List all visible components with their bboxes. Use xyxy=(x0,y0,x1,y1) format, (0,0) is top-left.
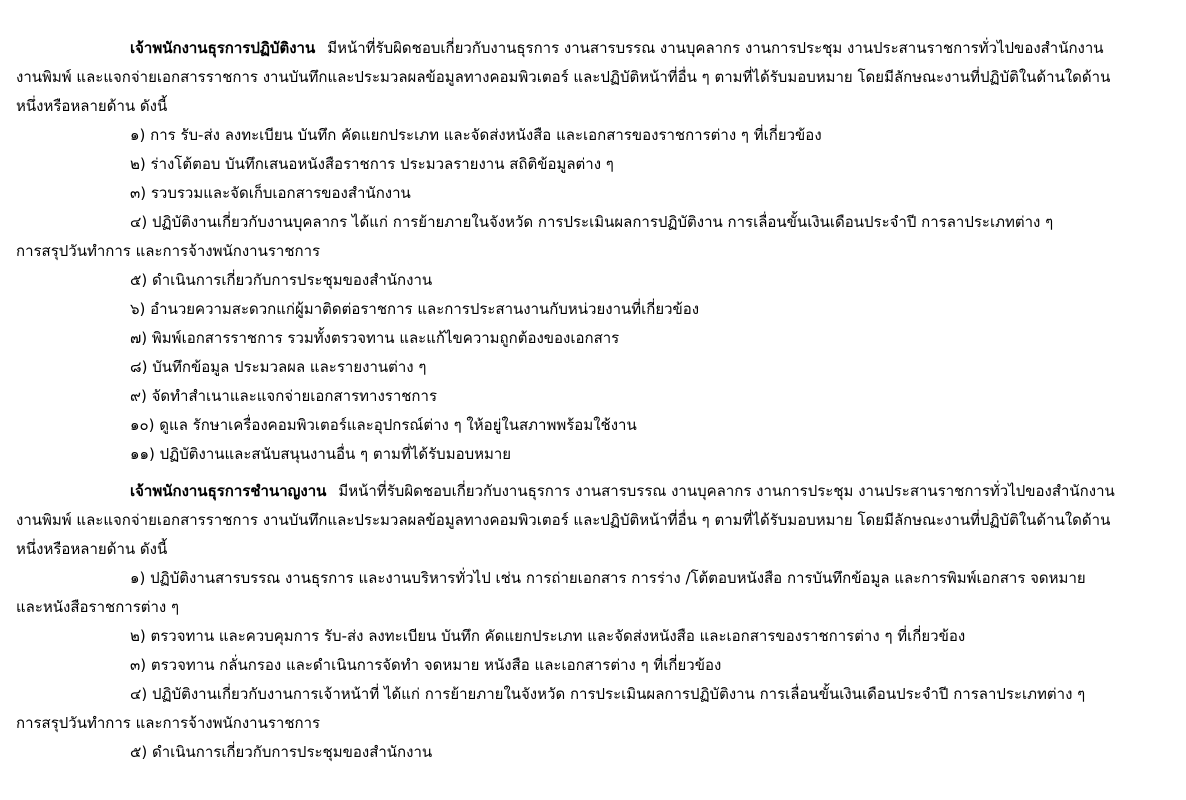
list-item: ๒) ร่างโต้ตอบ บันทึกเสนอหนังสือราชการ ประมวลรายงาน สถิติข้อมูลต่าง ๆ xyxy=(130,155,614,173)
list-item: ๔) ปฏิบัติงานเกี่ยวกับงานการเจ้าหน้าที่ ได้แก่ การย้ายภายในจังหวัด การประเมินผลการปฏิบัติงาน การเลื่อนขั้นเงินเดือนประจำปี การลาประเภทต่าง ๆ xyxy=(130,685,1086,703)
list-item-continuation: และหนังสือราชการต่าง ๆ xyxy=(16,598,180,616)
list-item: ๓) รวบรวมและจัดเก็บเอกสารของสำนักงาน xyxy=(130,184,411,202)
section-title: เจ้าพนักงานธุรการปฏิบัติงาน xyxy=(130,39,316,57)
list-item: ๔) ปฏิบัติงานเกี่ยวกับงานบุคลากร ได้แก่ การย้ายภายในจังหวัด การประเมินผลการปฏิบัติงาน การเลื่อนขั้นเงินเดือนประจำปี การลาประเภทต่าง ๆ xyxy=(130,213,1054,231)
section-intro-line: งานพิมพ์ และแจกจ่ายเอกสารราชการ งานบันทึกและประมวลผลข้อมูลทางคอมพิวเตอร์ และปฏิบัติหน้าที่อื่น ๆ ตามที่ได้รับมอบหมาย โดยมีลักษณะงานที่ปฏิบัติในด้านใดด้าน xyxy=(16,68,1111,86)
section-intro-line: หนึ่งหรือหลายด้าน ดังนี้ xyxy=(16,97,168,115)
list-item: ๑๑) ปฏิบัติงานและสนับสนุนงานอื่น ๆ ตามที่ได้รับมอบหมาย xyxy=(130,445,512,463)
list-item: ๙) จัดทำสำเนาและแจกจ่ายเอกสารทางราชการ xyxy=(130,387,437,405)
section-practitioner xyxy=(16,34,1166,469)
list-item: ๓) ตรวจทาน กลั่นกรอง และดำเนินการจัดทำ จดหมาย หนังสือ และเอกสารต่าง ๆ ที่เกี่ยวข้อง xyxy=(130,656,722,674)
list-item: ๗) พิมพ์เอกสารราชการ รวมทั้งตรวจทาน และแก้ไขความถูกต้องของเอกสาร xyxy=(130,329,620,347)
list-item: ๕) ดำเนินการเกี่ยวกับการประชุมของสำนักงาน xyxy=(130,743,433,761)
section-title: เจ้าพนักงานธุรการชำนาญงาน xyxy=(130,482,327,500)
section-intro-line xyxy=(16,34,1166,63)
list-item: ๑) การ รับ-ส่ง ลงทะเบียน บันทึก คัดแยกประเภท และจัดส่งหนังสือ และเอกสารของราชการต่าง ๆ ที่เกี่ยวข้อง xyxy=(130,126,822,144)
list-item: ๕) ดำเนินการเกี่ยวกับการประชุมของสำนักงาน xyxy=(130,271,433,289)
list-item: ๒) ตรวจทาน และควบคุมการ รับ-ส่ง ลงทะเบียน บันทึก คัดแยกประเภท และจัดส่งหนังสือ และเอกสารของราชการต่าง ๆ ที่เกี่ยวข้อง xyxy=(130,627,966,645)
list-item: ๑๐) ดูแล รักษาเครื่องคอมพิวเตอร์และอุปกรณ์ต่าง ๆ ให้อยู่ในสภาพพร้อมใช้งาน xyxy=(130,416,637,434)
section-experienced xyxy=(16,477,1166,767)
list-item: ๑) ปฏิบัติงานสารบรรณ งานธุรการ และงานบริหารทั่วไป เช่น การถ่ายเอกสาร การร่าง /โต้ตอบหนังสือ การบันทึกข้อมูล และการพิมพ์เอกสาร จดหมาย xyxy=(130,569,1086,587)
list-item-continuation: การสรุปวันทำการ และการจ้างพนักงานราชการ xyxy=(16,714,321,732)
section-intro-text: มีหน้าที่รับผิดชอบเกี่ยวกับงานธุรการ งานสารบรรณ งานบุคลากร งานการประชุม งานประสานราชการทั่วไปของสำนักงาน xyxy=(338,482,1115,500)
section-intro-line xyxy=(16,477,1166,506)
document-page xyxy=(16,34,1166,767)
section-intro-line: หนึ่งหรือหลายด้าน ดังนี้ xyxy=(16,540,168,558)
section-intro-line: งานพิมพ์ และแจกจ่ายเอกสารราชการ งานบันทึกและประมวลผลข้อมูลทางคอมพิวเตอร์ และปฏิบัติหน้าที่อื่น ๆ ตามที่ได้รับมอบหมาย โดยมีลักษณะงานที่ปฏิบัติในด้านใดด้าน xyxy=(16,511,1111,529)
list-item: ๖) อำนวยความสะดวกแก่ผู้มาติดต่อราชการ และการประสานงานกับหน่วยงานที่เกี่ยวข้อง xyxy=(130,300,700,318)
list-item-continuation: การสรุปวันทำการ และการจ้างพนักงานราชการ xyxy=(16,242,321,260)
list-item: ๘) บันทึกข้อมูล ประมวลผล และรายงานต่าง ๆ xyxy=(130,358,427,376)
section-intro-text: มีหน้าที่รับผิดชอบเกี่ยวกับงานธุรการ งานสารบรรณ งานบุคลากร งานการประชุม งานประสานราชการทั่วไปของสำนักงาน xyxy=(327,39,1104,57)
